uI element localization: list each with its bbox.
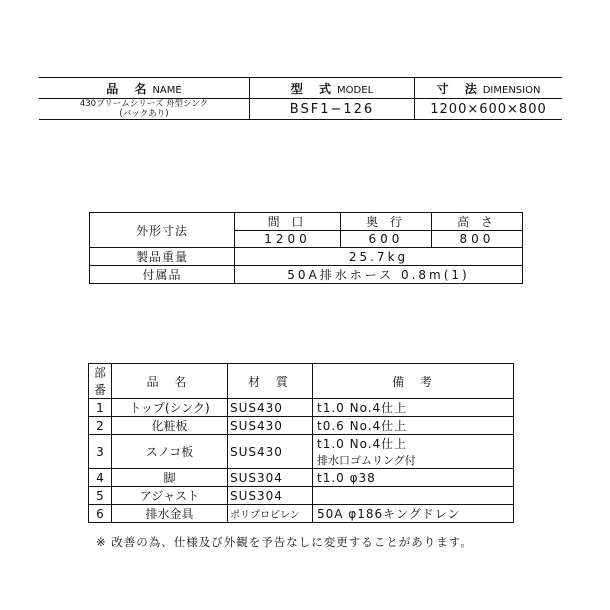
accessory-label: 付属品	[90, 266, 235, 284]
product-row	[39, 99, 562, 120]
parts-header-material: 材 質	[228, 364, 313, 399]
name-header	[39, 78, 250, 99]
product-header-table	[39, 77, 562, 120]
parts-header-row	[89, 364, 514, 399]
product-name-line1: 430ブリームシリーズ 舟型シンク	[79, 99, 209, 109]
spec-weight-row	[90, 248, 523, 266]
part-name: 化粧板	[112, 417, 228, 435]
part-name: スノコ板	[112, 435, 228, 469]
part-material: SUS304	[228, 487, 313, 505]
table-row	[89, 417, 514, 435]
spec-accessory-row	[90, 266, 523, 284]
part-name: トップ(シンク)	[112, 399, 228, 417]
accessory-value: 50A排水ホース 0.8m(1)	[235, 266, 523, 284]
dimension-label-ja: 寸 法	[436, 81, 483, 96]
part-name: アジャスト	[112, 487, 228, 505]
disclaimer-note: ※ 改善の為、仕様及び外観を予告なしに変更することがあります。	[96, 535, 473, 549]
table-row	[89, 399, 514, 417]
table-row	[89, 505, 514, 523]
part-note: t1.0 φ38	[313, 469, 514, 487]
depth-value: 600	[340, 231, 431, 248]
part-note: t1.0 No.4仕上	[313, 399, 514, 417]
weight-label: 製品重量	[90, 248, 235, 266]
parts-table	[88, 363, 514, 523]
part-no: 3	[89, 435, 112, 469]
spec-table	[89, 212, 523, 284]
table-row	[89, 487, 514, 505]
product-model: BSF1−126	[250, 99, 415, 120]
width-label: 間 口	[235, 213, 341, 231]
parts-header-name: 品 名	[112, 364, 228, 399]
part-no: 5	[89, 487, 112, 505]
part-note-line2: 排水口ゴムリング付	[317, 454, 416, 467]
part-name: 脚	[112, 469, 228, 487]
part-material: SUS304	[228, 469, 313, 487]
model-header	[250, 78, 415, 99]
part-note	[313, 435, 514, 469]
part-note	[313, 487, 514, 505]
part-no: 2	[89, 417, 112, 435]
outer-dim-label: 外形寸法	[90, 213, 235, 248]
weight-value: 25.7kg	[235, 248, 523, 266]
part-material: SUS430	[228, 435, 313, 469]
model-label-en: MODEL	[337, 84, 374, 96]
product-name-line2: (バックあり)	[119, 109, 169, 119]
table-row	[89, 435, 514, 469]
table-row	[89, 469, 514, 487]
part-no: 4	[89, 469, 112, 487]
product-header-row	[39, 78, 562, 99]
product-dimension: 1200×600×800	[415, 99, 563, 120]
dimension-header	[415, 78, 563, 99]
part-material: ポリプロピレン	[228, 505, 313, 523]
part-no: 6	[89, 505, 112, 523]
parts-header-no: 部番	[89, 364, 112, 399]
width-value: 1200	[235, 231, 341, 248]
model-label-ja: 型 式	[290, 81, 338, 96]
part-material: SUS430	[228, 417, 313, 435]
dimension-label-en: DIMENSION	[482, 84, 541, 96]
parts-header-note: 備 考	[313, 364, 514, 399]
name-label-en: NAME	[152, 84, 182, 96]
part-note: t0.6 No.4仕上	[313, 417, 514, 435]
name-label-ja: 品 名	[106, 81, 153, 96]
part-note-line1: t1.0 No.4仕上	[317, 437, 408, 451]
part-note: 50A φ186キングドレン	[313, 505, 514, 523]
height-label: 高 さ	[431, 213, 522, 231]
spec-dim-header-row	[90, 213, 523, 231]
part-name: 排水金具	[112, 505, 228, 523]
depth-label: 奥 行	[340, 213, 431, 231]
part-no: 1	[89, 399, 112, 417]
part-material: SUS430	[228, 399, 313, 417]
product-name-cell	[39, 99, 250, 120]
height-value: 800	[431, 231, 522, 248]
